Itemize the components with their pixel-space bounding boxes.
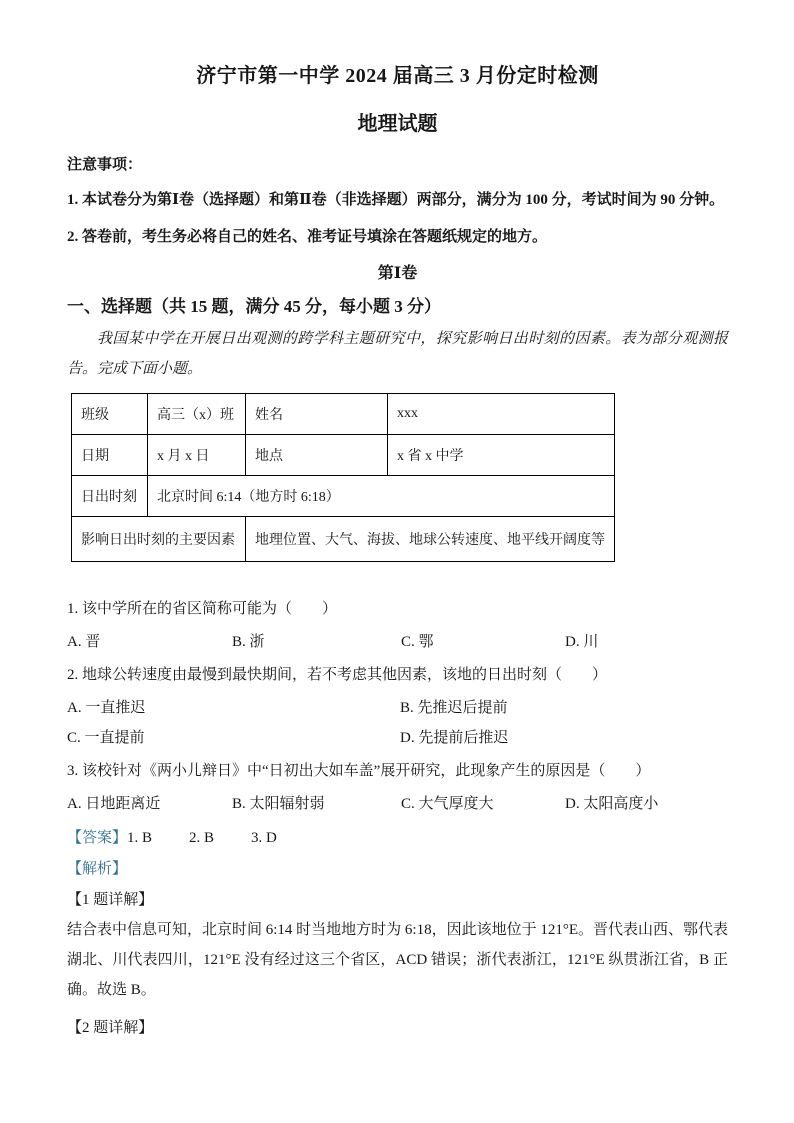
section-heading: 一、选择题（共 15 题，满分 45 分，每小题 3 分）: [67, 297, 441, 316]
table-cell: x 月 x 日: [148, 435, 246, 476]
table-cell: 班级: [72, 394, 148, 435]
option-d: D. 太阳高度小: [565, 796, 659, 812]
table-row: [72, 435, 615, 476]
question-group-intro: 我国某中学在开展日出观测的跨学科主题研究中，探究影响日出时刻的因素。表为部分观测报告。完成下面小题。: [67, 331, 728, 377]
answer-line: [67, 823, 728, 853]
notice-item-1: 1. 本试卷分为第Ⅰ卷（选择题）和第Ⅱ卷（非选择题）两部分，满分为 100 分，考试时间为 90 分钟。: [67, 192, 725, 208]
table-cell: 影响日出时刻的主要因素: [72, 517, 246, 562]
table-cell: 地点: [246, 435, 388, 476]
answer-1: 1. B: [127, 830, 153, 846]
answer-label: 【答案】: [67, 830, 128, 846]
table-cell: 地理位置、大气、海拔、地球公转速度、地平线开阔度等: [246, 517, 615, 562]
question-3-options: [67, 789, 728, 819]
table-cell: 日出时刻: [72, 476, 148, 517]
question-3-text: 3. 该校针对《两小儿辩日》中“日初出大如车盖”展开研究，此现象产生的原因是（ ）: [67, 763, 651, 779]
question-2-options: [67, 693, 728, 753]
table-row: [72, 476, 615, 517]
option-c: C. 鄂: [401, 634, 434, 650]
table-row: [72, 517, 615, 562]
option-b: B. 太阳辐射弱: [232, 796, 325, 812]
table-row: [72, 394, 615, 435]
option-b: B. 先推迟后提前: [400, 700, 508, 716]
question-1-text: 1. 该中学所在的省区简称可能为（ ）: [67, 601, 338, 617]
part-heading: 第Ⅰ卷: [377, 265, 418, 282]
option-c: C. 大气厚度大: [401, 796, 494, 812]
document-subtitle: 地理试题: [357, 113, 438, 135]
detail-2-heading: 【2 题详解】: [67, 1020, 154, 1036]
detail-1-heading: 【1 题详解】: [67, 892, 154, 908]
notice-item-2: 2. 答卷前，考生务必将自己的姓名、准考证号填涂在答题纸规定的地方。: [67, 229, 548, 245]
question-2-text: 2. 地球公转速度由最慢到最快期间，若不考虑其他因素，该地的日出时刻（ ）: [67, 667, 608, 683]
detail-1-text: 结合表中信息可知，北京时间 6:14 时当地地方时为 6:18，因此该地位于 121°E。晋代表山西、鄂代表湖北、川代表四川，121°E 没有经过这三个省区，ACD 错误；浙代表浙江，121°E 纵贯浙江省，B 正确。故选 B。: [67, 922, 728, 998]
answer-2: 2. B: [189, 830, 215, 846]
option-d: D. 先提前后推迟: [400, 730, 509, 746]
question-1-options: [67, 627, 728, 657]
observation-report-table: [71, 393, 615, 562]
option-d: D. 川: [565, 634, 599, 650]
notice-section: [67, 148, 728, 256]
notice-heading: 注意事项：: [67, 157, 143, 173]
table-cell: 日期: [72, 435, 148, 476]
analysis-label: 【解析】: [67, 861, 128, 877]
document-title: 济宁市第一中学 2024 届高三 3 月份定时检测: [196, 65, 599, 87]
table-cell: x 省 x 中学: [388, 435, 615, 476]
answer-3: 3. D: [251, 830, 277, 846]
option-a: A. 一直推迟: [67, 700, 146, 716]
analysis-label-line: [67, 854, 728, 884]
option-b: B. 浙: [232, 634, 265, 650]
questions-section: [67, 594, 728, 1043]
table-cell: 姓名: [246, 394, 388, 435]
option-a: A. 晋: [67, 634, 101, 650]
option-a: A. 日地距离近: [67, 796, 161, 812]
option-c: C. 一直提前: [67, 730, 145, 746]
table-cell: 高三（x）班: [148, 394, 246, 435]
table-cell: 北京时间 6:14（地方时 6:18）: [148, 476, 615, 517]
table-cell: xxx: [388, 394, 615, 435]
